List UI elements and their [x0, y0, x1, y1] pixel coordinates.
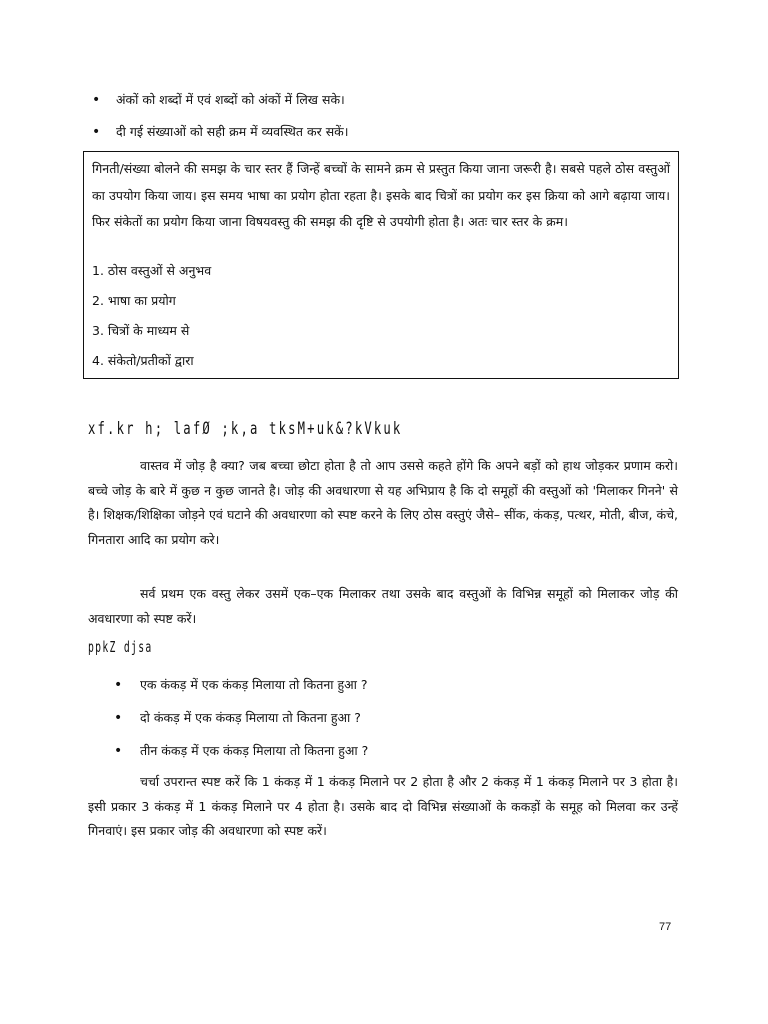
- box-list-item: 4. संकेतो/प्रतीकों द्वारा: [92, 353, 194, 368]
- bullet-icon: •: [114, 743, 123, 759]
- bullet-icon: •: [114, 677, 123, 693]
- box-paragraph: गिनती/संख्या बोलने की समझ के चार स्तर हैं जिन्हें बच्चों के सामने क्रम से प्रस्तुत किया जाना जरूरी है। सबसे पहले ठोस वस्तुओं का उपयोग किया जाय। इस समय भाषा का प्रयोग होता रहता है। इसके बाद चित्रों का प्रयोग कर इस क्रिया को आगे बढ़ाया जाय। फिर संकेतों का प्रयोग किया जाना विषयवस्तु की समझ की दृष्टि से उपयोगी होता है। अतः चार स्तर के क्रम।: [92, 161, 670, 229]
- bullet-icon: •: [92, 92, 101, 108]
- box-list-item: 1. ठोस वस्तुओं से अनुभव: [92, 263, 212, 278]
- bullet-icon: •: [114, 710, 123, 726]
- section-heading: xf.kr h; lafØ ;k,a tksM+uk&?kVkuk: [88, 419, 403, 439]
- discussion-heading: ppkZ djsa: [88, 638, 153, 656]
- discussion-bullet: [114, 742, 368, 759]
- objective-bullet: [92, 91, 345, 108]
- objective-bullet: [92, 123, 349, 140]
- objective-text: दी गई संख्याओं को सही क्रम में व्यवस्थित कर सकें।: [116, 124, 349, 139]
- bullet-icon: •: [92, 124, 101, 140]
- closing-paragraph: चर्चा उपरान्त स्पष्ट करें कि 1 कंकड़ में 1 कंकड़ मिलाने पर 2 होता है और 2 कंकड़ में 1 कंकड़ मिलाने पर 3 होता है। इसी प्रकार 3 कंकड़ में 1 कंकड़ मिलाने पर 4 होता है। उसके बाद दो विभिन्न संख्याओं के ककड़ों के समूह को मिलवा कर उन्हें गिनवाएं। इस प्रकार जोड़ की अवधारणा को स्पष्ट करें।: [88, 774, 678, 838]
- discussion-text: तीन कंकड़ में एक कंकड़ मिलाया तो कितना हुआ ?: [140, 743, 369, 758]
- body-paragraph: सर्व प्रथम एक वस्तु लेकर उसमें एक–एक मिलाकर तथा उसके बाद वस्तुओं के विभिन्न समूहों को मिलाकर जोड़ की अवधारणा को स्पष्ट करें।: [88, 586, 678, 626]
- counting-levels-box: [83, 151, 679, 379]
- objective-text: अंकों को शब्दों में एवं शब्दों को अंकों में लिख सके।: [116, 92, 345, 107]
- discussion-bullet: [114, 709, 361, 726]
- discussion-text: दो कंकड़ में एक कंकड़ मिलाया तो कितना हुआ ?: [140, 710, 361, 725]
- page-number: 77: [659, 921, 672, 933]
- discussion-text: एक कंकड़ में एक कंकड़ मिलाया तो कितना हुआ ?: [140, 677, 368, 692]
- box-list-item: 2. भाषा का प्रयोग: [92, 293, 176, 308]
- box-list-item: 3. चित्रों के माध्यम से: [92, 323, 190, 338]
- body-paragraph: वास्तव में जोड़ है क्या? जब बच्चा छोटा होता है तो आप उससे कहते होंगे कि अपने बड़ों को हाथ जोड़कर प्रणाम करो। बच्चे जोड़ के बारे में कुछ न कुछ जानते है। जोड़ की अवधारणा से यह अभिप्राय है कि दो समूहों की वस्तुओं को 'मिलाकर गिनने' से है। शिक्षक/शिक्षिका जोड़ने एवं घटाने की अवधारणा को स्पष्ट करने के लिए ठोस वस्तुएं जैसे– सींक, कंकड़, पत्थर, मोती, बीज, कंचे, गिनतारा आदि का प्रयोग करे।: [88, 458, 678, 547]
- discussion-bullet: [114, 676, 368, 693]
